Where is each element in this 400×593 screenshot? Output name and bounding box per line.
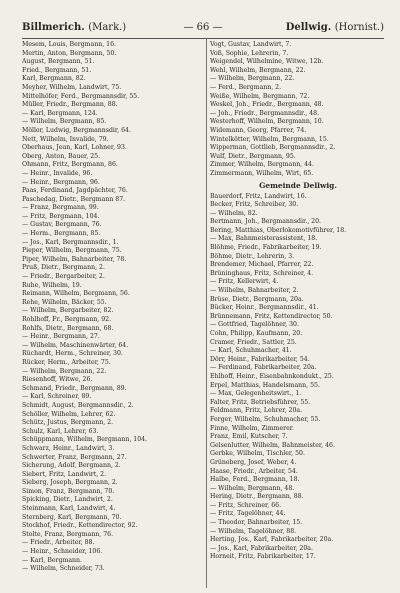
directory-entry: Gelsenlutter, Wilhelm, Bahnmeister, 46.: [210, 441, 335, 449]
directory-entry: Weigendel, Wilhelmine, Witwe, 12b.: [210, 58, 324, 66]
directory-entry: Piper, Wilhelm, Bahnarbeiter, 78.: [22, 255, 127, 263]
directory-entry: Rücker, Herm., Arbeiter, 75.: [22, 358, 111, 366]
directory-entry: — Ferdinand, Fabrikarbeiter, 20a.: [210, 364, 317, 372]
directory-entry: Franz, Emil, Kutscher, 7.: [210, 433, 288, 441]
directory-entry: Schulz, Karl, Lehrer, 63.: [22, 427, 99, 435]
directory-entry: Westerhoff, Wilhelm, Bergmann, 10.: [210, 118, 324, 126]
directory-entry: Ohmann, Fritz, Bergmann, 86.: [22, 161, 118, 169]
directory-entry: Brendemer, Michael, Pfarrer, 22.: [210, 261, 314, 269]
directory-entry: Rohlfs, Dietr., Bergmann, 68.: [22, 324, 114, 332]
directory-entry: Dörr, Heinr., Fabrikarbeiter, 54.: [210, 355, 310, 363]
directory-entry: — Karl, Bergmann, 124.: [22, 109, 98, 117]
directory-entry: Rohlhoff, Fr., Bergmann, 92.: [22, 316, 112, 323]
directory-entry: — Max, Bahnmeisterassistent, 18.: [210, 235, 318, 243]
directory-entry: Blöhme, Friedr., Fabrikarbeiter, 19.: [210, 244, 322, 252]
directory-entry: Erpel, Matthias, Handelsmann, 55.: [210, 381, 320, 389]
directory-entry: — Gottfried, Tagelöhner, 30.: [210, 321, 299, 329]
directory-entry: Gerbke, Wilhelm, Tischler, 50.: [210, 450, 305, 458]
directory-entry: Schütz, Justus, Bergmann, 2.: [22, 419, 114, 427]
directory-entry: Bücker, Heinr., Bergmannsdir., 41.: [210, 304, 319, 312]
directory-entry: — Fritz, Schreiner, 66.: [210, 501, 282, 509]
directory-entry: — Ferd., Bergmann, 2.: [210, 83, 282, 91]
right-column-top-list: [210, 41, 386, 179]
section-title: Gemeinde Dellwig.: [259, 180, 337, 190]
directory-entry: Stockhof, Friedr., Kettendirector, 92.: [22, 522, 138, 530]
directory-entry: Vogt, Gustav, Landwirt, 7.: [210, 41, 292, 48]
directory-entry: Herting, Jos., Karl, Fabrikarbeiter, 20a.: [210, 536, 334, 544]
directory-entry: Widemann, Georg, Pfarrer, 74.: [210, 126, 307, 134]
directory-entry: Schmidt, August, Bergmannsdir., 2.: [22, 401, 134, 409]
header-rule: [22, 38, 384, 39]
directory-entry: Bering, Matthias, Oberlokomotivführer, 18.: [210, 226, 347, 234]
directory-entry: Halbe, Ferd., Bergmann, 18.: [210, 476, 300, 484]
directory-entry: Brüse, Dietr., Bergmann, 20a.: [210, 295, 304, 303]
directory-entry: Wehl, Wilhelm, Bergmann, 22.: [210, 66, 306, 74]
header-left-title: Billmerich. (Mark.): [22, 22, 127, 33]
page-header: [22, 22, 384, 38]
directory-entry: Schwerter, Franz, Bergmann, 27.: [22, 453, 127, 461]
directory-entry: Haase, Friedr., Arbeiter, 54.: [210, 467, 298, 475]
directory-entry: — Heinr., Schneider, 106.: [22, 548, 103, 556]
directory-entry: — Wilhelm, Tagelöhner, 88.: [210, 527, 297, 535]
directory-entry: Voß, Sophie, Lehrerin, 7.: [210, 49, 289, 57]
header-right-title: Dellwig. (Hornist.): [285, 22, 384, 33]
directory-entry: Steinmann, Karl, Landwirt, 4.: [22, 505, 116, 513]
directory-entry: Wipperman, Gottlieb, Bergmannsdir., 2.: [210, 144, 336, 152]
column-divider: [206, 38, 207, 588]
directory-entry: — Jos., Karl, Fabrikarbeiter, 20a.: [210, 544, 313, 552]
directory-entry: — Karl, Schuhmacher, 41.: [210, 347, 292, 355]
directory-entry: — Wilhelm, Maschinenwärter, 64.: [22, 341, 129, 349]
directory-entry: August, Bergmann, 51.: [22, 58, 95, 66]
directory-entry: — Wilhelm, Schneider, 73.: [22, 565, 105, 573]
directory-entry: — Karl, Schreiner, 89.: [22, 393, 92, 401]
directory-entry: Ferger, Wilhelm, Schuhmacher, 55.: [210, 415, 321, 423]
directory-entry: Möller, Ludwig, Bergmannsdir, 64.: [22, 126, 131, 134]
directory-entry: Bauerdorf, Fritz, Landwirt, 16.: [210, 192, 307, 200]
directory-entry: Fried., Bergmann, 51.: [22, 66, 92, 74]
right-column: [210, 41, 386, 562]
directory-entry: — Heinr., Bergmann, 27.: [22, 333, 100, 341]
directory-entry: — Gustav, Bergmann, 76.: [22, 221, 102, 229]
directory-entry: Hering, Dietr., Bergmann, 88.: [210, 493, 304, 501]
directory-entry: Paas, Ferdinand, Jagdpächter, 76.: [22, 187, 128, 195]
directory-entry: Zimmermann, Wilhelm, Wirt, 65.: [210, 169, 314, 177]
directory-entry: — Wilhelm, Bergmann, 22.: [210, 75, 295, 83]
directory-entry: — Joh., Friedr., Bergmannsdir., 48.: [210, 109, 320, 117]
directory-entry: — Fritz, Kellerwirt, 4.: [210, 278, 279, 286]
right-column-bottom-list: [210, 193, 386, 563]
directory-entry: Zimmer, Wilhelm, Bergmann, 44.: [210, 161, 314, 169]
directory-entry: Schöller, Wilhelm, Lehrer, 62.: [22, 410, 116, 418]
directory-entry: — Wilhelm, Bahnarbeiter, 2.: [210, 287, 299, 295]
directory-entry: Pruß, Dietr., Bergmann, 2.: [22, 264, 105, 272]
directory-entry: — Friedr., Bergarbeiter, 2.: [22, 273, 105, 281]
directory-entry: Cohn, Philipp, Kaufmann, 20.: [210, 330, 303, 337]
directory-entry: Brünnemann, Fritz, Kettendirector, 50.: [210, 312, 333, 320]
directory-entry: Falter, Fritz, Betriebsführer, 55.: [210, 398, 311, 406]
directory-entry: Finne, Wilhelm, Zimmerer.: [210, 424, 295, 432]
directory-entry: — Max, Gelegenheitswirt., 1.: [210, 390, 302, 398]
directory-entry: Oberg, Anton, Bauer, 25.: [22, 152, 101, 160]
directory-entry: Bertmann, Joh., Bergmannsdir., 20.: [210, 218, 321, 226]
directory-entry: Mittelhöfer, Ferd., Bergmannsdir, 55.: [22, 92, 140, 100]
directory-entry: Paschedag, Dietr., Bergmann 87.: [22, 195, 126, 203]
directory-entry: Reimann, Wilhelm, Bergmann, 56.: [22, 290, 130, 298]
directory-entry: — Franz, Bergmann, 99.: [22, 204, 99, 212]
directory-entry: Karl, Bergmann, 82.: [22, 75, 86, 83]
directory-entry: Riesenhoff, Witwe, 26.: [22, 376, 93, 384]
directory-entry: — Herm., Bergmann, 85.: [22, 230, 101, 238]
directory-entry: Weiße, Wilhelm, Bergmann, 72.: [210, 92, 310, 100]
directory-entry: Nett, Wilhelm, Invalide, 79.: [22, 135, 109, 143]
directory-entry: — Karl, Bergmann.: [22, 556, 82, 564]
directory-entry: Brüninghaus, Fritz, Schreiner, 4.: [210, 269, 314, 277]
directory-entry: Horneit, Fritz, Fabrikarbeiter, 17.: [210, 553, 316, 561]
directory-entry: Grüneberg, Josef, Weber, 4.: [210, 458, 297, 466]
directory-entry: — Heinr., Invalide, 96.: [22, 169, 93, 177]
directory-entry: Sicherung, Adolf, Bergmann, 2.: [22, 462, 121, 470]
directory-entry: — Wilhelm, Bergarbeiter, 82.: [22, 307, 114, 315]
directory-entry: Sternberg, Karl, Bergmann, 70.: [22, 513, 122, 521]
directory-entry: Mesem, Louis, Bergmann, 16.: [22, 41, 116, 48]
directory-entry: Pieper, Wilhelm, Bergmann, 75.: [22, 247, 122, 255]
directory-entry: — Wilhelm, 82.: [210, 209, 258, 217]
directory-entry: Cramer, Friedr., Sattler, 25.: [210, 338, 297, 346]
directory-entry: Ruhe, Wilhelm, 19.: [22, 281, 82, 289]
directory-entry: Becker, Fritz, Schreiber, 30.: [210, 201, 299, 209]
directory-entry: Siebert, Fritz, Landwirt, 2.: [22, 470, 107, 478]
directory-entry: Feldmann, Fritz, Lehrer, 20a.: [210, 407, 303, 415]
directory-entry: Böhme, Dietr., Lehrerin, 3.: [210, 252, 295, 260]
directory-entry: — Friedr., Arbeiter, 88.: [22, 539, 95, 547]
directory-entry: Spicking, Dietr., Landwirt, 2.: [22, 496, 113, 504]
directory-entry: — Theodor, Bahnarbeiter, 15.: [210, 519, 303, 527]
directory-entry: Ehlhoff, Heinr., Eisenbahnkondukt., 25.: [210, 372, 334, 380]
directory-entry: — Wilhelm, Bergmann, 48.: [210, 484, 295, 492]
directory-entry: Müller, Friedr., Bergmann, 88.: [22, 101, 118, 109]
directory-entry: Schüppmann, Wilhelm, Bergmann, 104.: [22, 436, 148, 444]
left-column: [22, 41, 204, 574]
directory-entry: Schmand, Friedr., Bergmann, 89.: [22, 384, 127, 392]
directory-entry: — Wilhelm, Bergmann, 22.: [22, 367, 107, 375]
directory-entry: Mertin, Anton, Bergmann, 50.: [22, 49, 117, 57]
directory-entry: Sieberg, Joseph, Bergmann, 2.: [22, 479, 118, 487]
directory-entry: Wintelkötter, Wilhelm, Bergmann, 15.: [210, 135, 329, 143]
directory-entry: Weskel, Joh., Friedr., Bergmann, 48.: [210, 101, 324, 109]
directory-entry: Schwarz, Heinr., Landwirt, 3.: [22, 444, 115, 452]
directory-entry: Stolte, Franz, Bergmann, 76.: [22, 530, 114, 538]
directory-entry: Rehe, Wilhelm, Bäcker, 55.: [22, 298, 107, 306]
page-number: — 66 —: [183, 22, 223, 33]
directory-entry: Oberhaus, Jean, Karl, Lohner, 93.: [22, 144, 127, 152]
directory-entry: — Heinr., Bergmann, 96.: [22, 178, 100, 186]
directory-entry: — Fritz, Bergmann, 104.: [22, 212, 100, 220]
directory-entry: — Wilhelm, Bergmann, 85.: [22, 118, 107, 126]
directory-entry: Simon, Franz, Bergmann, 70.: [22, 487, 115, 495]
directory-entry: — Jos., Karl, Bergmannsdir., 1.: [22, 238, 119, 246]
directory-entry: Wulf, Dietr., Bergmann, 95.: [210, 152, 296, 160]
directory-entry: Meyher, Wilhelm, Landwirt, 75.: [22, 83, 122, 91]
directory-entry: Rüchardt, Herm., Schreiner, 30.: [22, 350, 123, 358]
directory-entry: — Fritz, Tagelöhner, 44.: [210, 510, 286, 518]
